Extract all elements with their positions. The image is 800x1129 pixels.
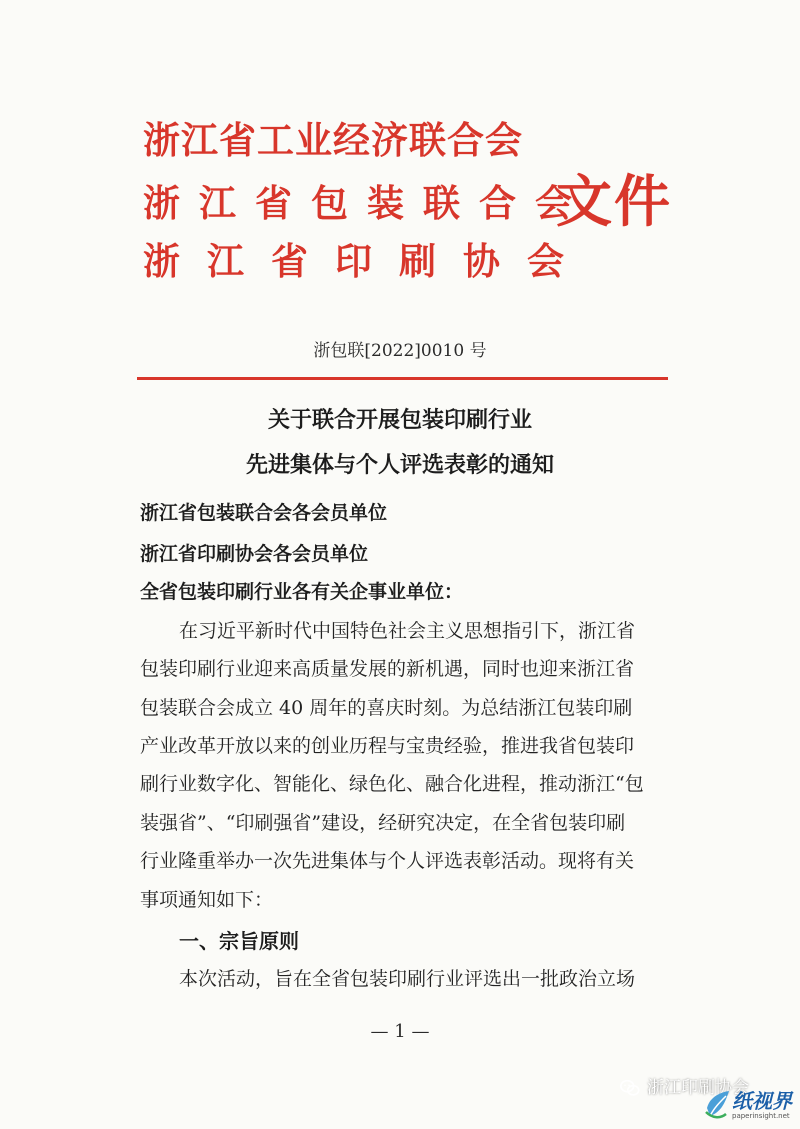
body-line: 刷行业数字化、智能化、绿色化、融合化进程，推动浙江“包 [140,773,644,795]
body-line: 在习近平新时代中国特色社会主义思想指引下，浙江省 [179,620,636,642]
document-number: 浙包联[2022]0010 号 [313,341,487,361]
wechat-icon [619,1077,641,1099]
logo-url: paperinsight.net [732,1112,790,1120]
body-line: 包装联合会成立 40 周年的喜庆时刻。为总结浙江包装印刷 [140,697,633,719]
section-heading: 一、宗旨原则 [179,929,299,953]
paperinsight-logo [704,1088,794,1126]
notice-title-line-2: 先进集体与个人评选表彰的通知 [245,452,554,478]
addressee-1: 浙江省包装联合会各会员单位 [140,502,388,524]
body-line: 产业改革开放以来的创业历程与宝贵经验，推进我省包装印 [140,735,635,757]
page-number: — 1 — [370,1021,430,1042]
body-line: 行业隆重举办一次先进集体与个人评选表彰活动。现将有关 [140,850,635,872]
addressee-3: 全省包装印刷行业各有关企事业单位： [140,581,464,603]
red-separator-line [137,377,668,380]
issuer-line-1: 浙江省工业经济联合会 [143,118,523,162]
watermark-account-name: 浙江印刷协会 [647,1078,749,1098]
notice-title-line-1: 关于联合开展包装印刷行业 [267,407,532,433]
body-line: 事项通知如下： [140,889,274,911]
leaf-logo-icon [704,1088,732,1122]
issuer-line-2: 浙江省包装联合会 [143,181,591,225]
logo-text: 纸视界 [732,1089,792,1113]
body-line: 本次活动，旨在全省包装印刷行业评选出一批政治立场 [179,968,636,990]
body-line: 装强省”、“印刷强省”建设，经研究决定，在全省包装印刷 [140,812,626,834]
body-line: 包装印刷行业迎来高质量发展的新机遇，同时也迎来浙江省 [140,658,635,680]
addressee-2: 浙江省印刷协会各会员单位 [140,543,369,565]
issuer-line-3: 浙江省印刷协会 [143,239,591,283]
document-type-label: 文件 [556,169,672,235]
